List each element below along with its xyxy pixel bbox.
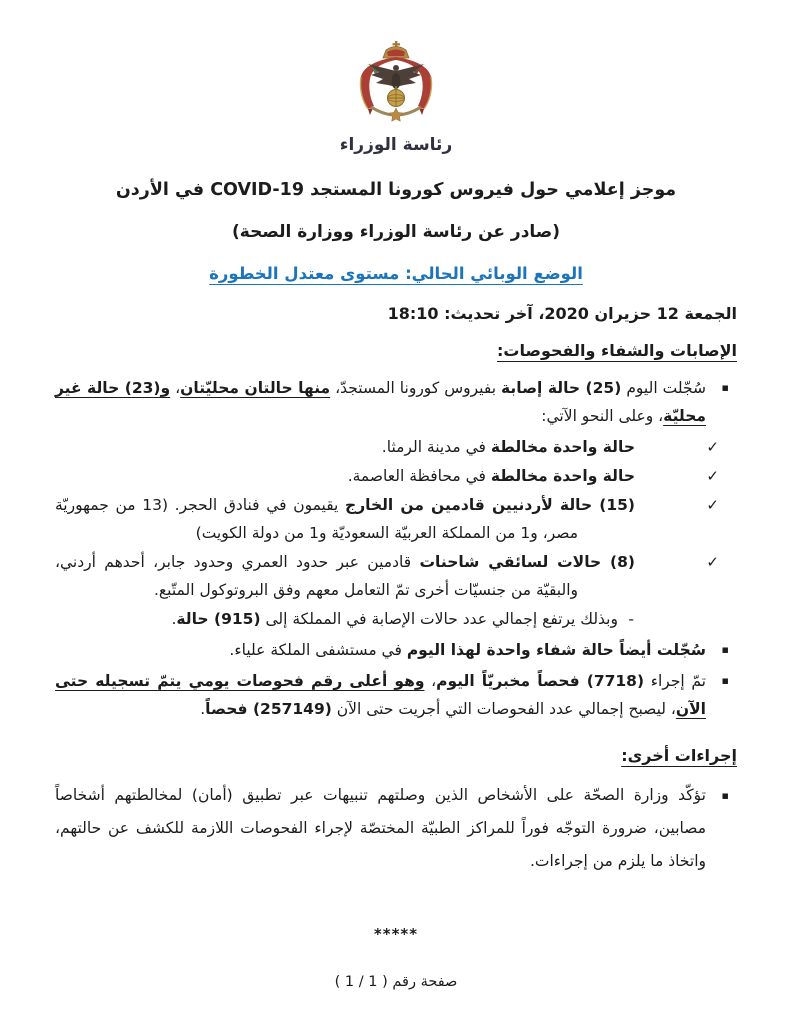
logo-caption: رئاسة الوزراء <box>339 135 453 155</box>
truck-drivers-item: ✓ (8) حالات لسائقي شاحنات قادمين عبر حدود العمري وحدود جابر، أحدهم أردني، والبقيّة من جنسيّات أخرى تمّ التعامل معهم وفق البروتوكول المتّبع. <box>55 553 719 599</box>
item-text: سُجّلت أيضاً حالة شفاء واحدة لهذا اليوم في مستشفى الملكة علياء. <box>229 641 706 659</box>
dash-icon: - <box>628 610 634 628</box>
epidemic-status-heading: الوضع الوبائي الحالي: مستوى معتدل الخطورة <box>209 264 583 283</box>
contact-case-ramtha-item: ✓ حالة واحدة مخالطة في مدينة الرمثا. <box>381 438 719 456</box>
cases-list <box>55 374 737 723</box>
item-text: (8) حالات لسائقي شاحنات قادمين عبر حدود العمري وحدود جابر، أحدهم أردني، والبقيّة من جنسيّات أخرى تمّ التعامل معهم وفق البروتوكول المتّبع. <box>55 553 635 599</box>
item-text: حالة واحدة مخالطة في محافظة العاصمة. <box>347 467 635 485</box>
bullet-icon: ▪ <box>721 643 729 656</box>
returnees-quarantine-hotels-item: ✓ (15) حالة لأردنيين قادمين من الخارج يقيمون في فنادق الحجر. (13 من جمهوريّة مصر، و1 من المملكة العربيّة السعوديّة و1 من دولة الكويت) <box>55 496 719 542</box>
aman-app-notice-item <box>55 779 737 878</box>
item-text: حالة واحدة مخالطة في مدينة الرمثا. <box>381 438 635 456</box>
royal-crest-icon <box>321 40 471 132</box>
document-subtitle: (صادر عن رئاسة الوزراء ووزارة الصحة) <box>232 222 560 242</box>
other-measures-list <box>55 779 737 878</box>
contact-case-capital-item: ✓ حالة واحدة مخالطة في محافظة العاصمة. <box>347 467 719 485</box>
page-number: صفحة رقم ( 1 / 1 ) <box>334 974 458 990</box>
last-updated-line: الجمعة 12 حزيران 2020، آخر تحديث: 18:10 <box>387 304 737 323</box>
new-cases-summary-item <box>55 374 737 430</box>
document-title: موجز إعلامي حول فيروس كورونا المستجد COVID-19 في الأردن <box>115 180 677 200</box>
item-text: وبذلك يرتفع إجمالي عدد حالات الإصابة في المملكة إلى (915) حالة. <box>171 610 618 628</box>
bullet-icon: ▪ <box>721 381 729 394</box>
bullet-icon: ▪ <box>721 789 729 802</box>
item-text: سُجّلت اليوم (25) حالة إصابة بفيروس كورونا المستجدّ، منها حالتان محليّتان، و(23) حالة غير محليّة، وعلى النحو الآتي: <box>55 379 707 425</box>
lab-tests-item <box>55 667 737 723</box>
item-text: تمّ إجراء (7718) فحصاً مخبريّاً اليوم، وهو أعلى رقم فحوصات يومي يتمّ تسجيله حتى الآن، ليصبح إجمالي عدد الفحوصات التي أجريت حتى الآن (257149) فحصاً. <box>55 672 706 718</box>
separator-stars: ***** <box>373 925 419 943</box>
bullet-icon: ▪ <box>721 674 729 687</box>
item-text: تؤكّد وزارة الصحّة على الأشخاص الذين وصلتهم تنبيهات عبر تطبيق (أمان) لمخالطتهم أشخاصاً مصابين، ضرورة التوجّه فوراً للمراكز الطبيّة المختصّة لإجراء الفحوصات اللازمة للكشف عن حالتهم، واتخاذ ما يلزم من إجراءات. <box>55 786 706 870</box>
item-text: (15) حالة لأردنيين قادمين من الخارج يقيمون في فنادق الحجر. (13 من جمهوريّة مصر، و1 من المملكة العربيّة السعوديّة و1 من دولة الكويت) <box>55 496 636 542</box>
total-cases-note <box>55 605 737 633</box>
section-heading-infections: الإصابات والشفاء والفحوصات: <box>497 341 737 360</box>
section-heading-other-measures: إجراءات أخرى: <box>621 746 737 765</box>
recovery-case-item <box>55 636 737 664</box>
logo <box>55 40 737 156</box>
